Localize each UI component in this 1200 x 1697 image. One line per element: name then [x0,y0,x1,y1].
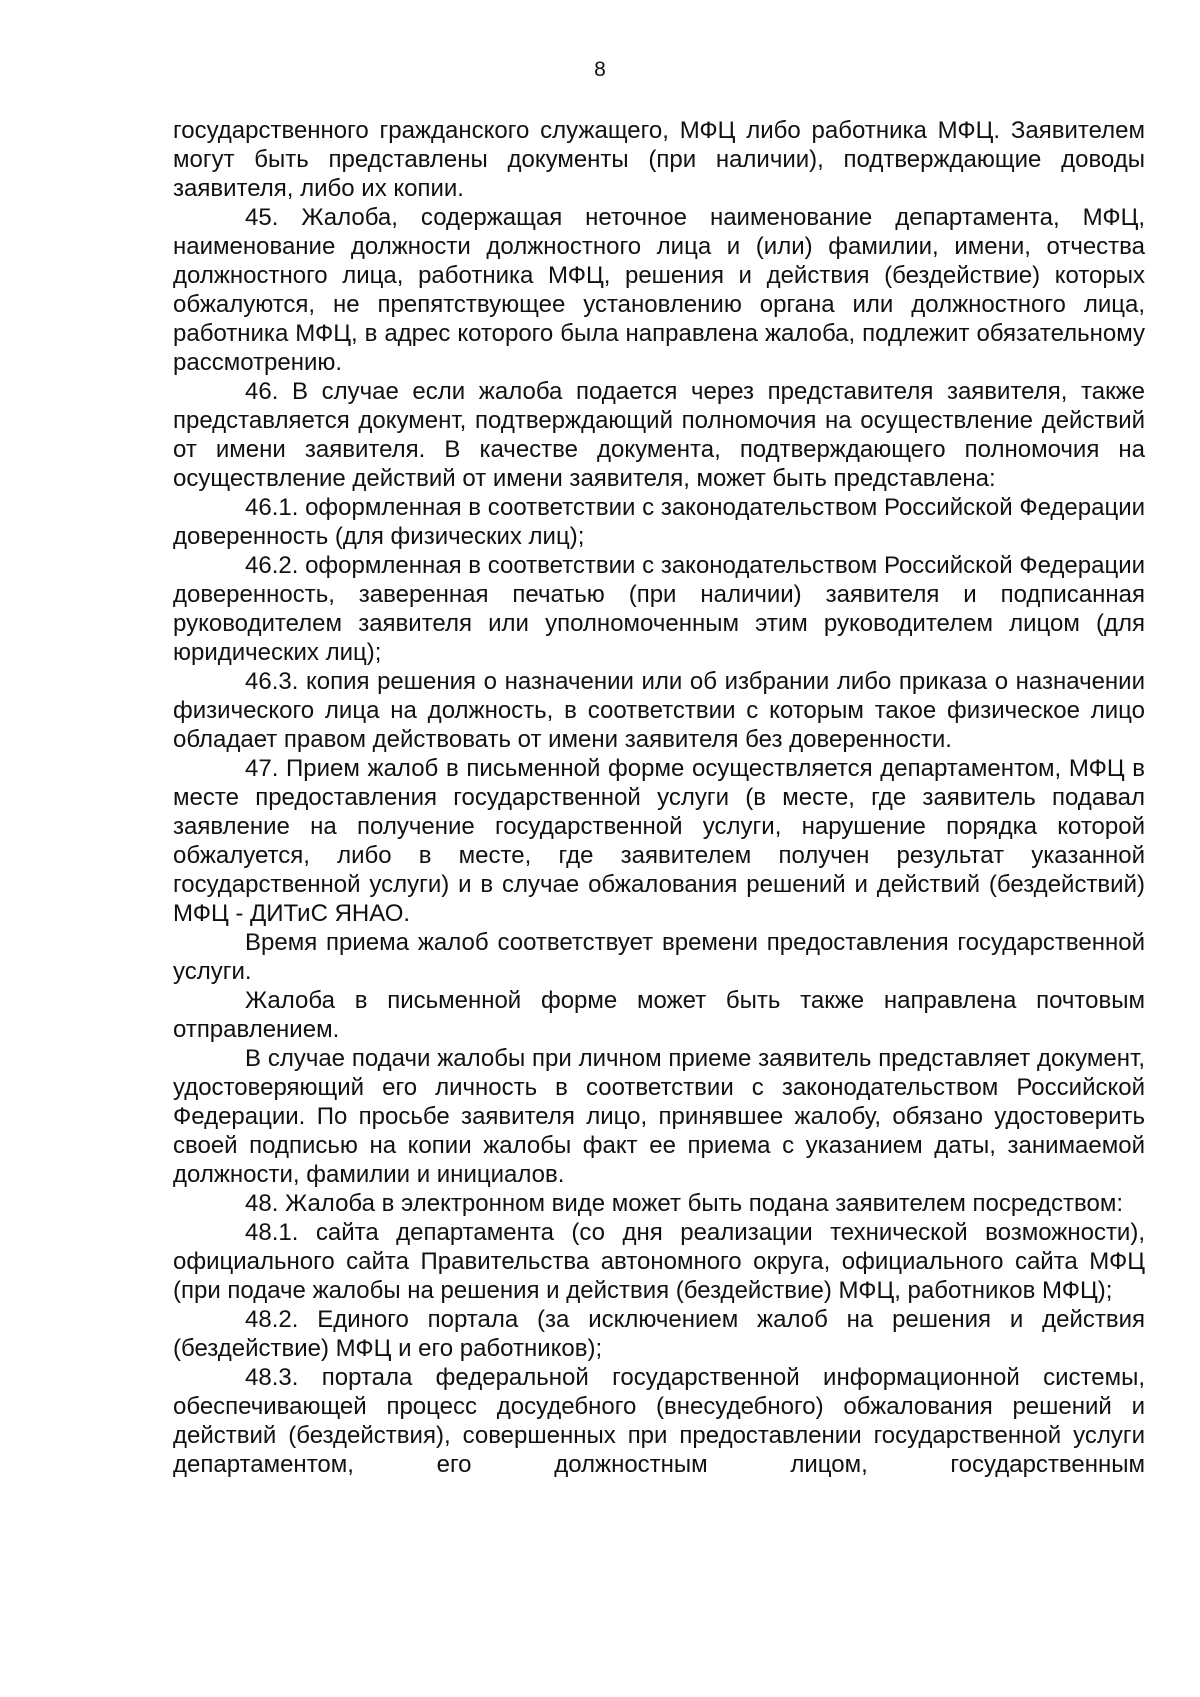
paragraph-48-2: 48.2. Единого портала (за исключением жалоб на решения и действия (бездействие) МФЦ и его работников); [173,1306,1145,1362]
paragraph-48: 48. Жалоба в электронном виде может быть подана заявителем посредством: [245,1190,1124,1217]
document-body [173,116,1145,1479]
paragraph-46-2: 46.2. оформленная в соответствии с законодательством Российской Федерации доверенность, заверенная печатью (при наличии) заявителя и подписанная руководителем заявителя или уполномоченным этим руководителем лицом (для юридических лиц); [173,552,1145,666]
paragraph-48-3: 48.3. портала федеральной государственной информационной системы, обеспечивающей процесс досудебного (внесудебного) обжалования решений и действий (бездействия), совершенных при предоставлении государственной услуги департаментом, его должностным лицом, государственным [173,1364,1145,1478]
paragraph-reception-time: Время приема жалоб соответствует времени предоставления государственной услуги. [173,929,1145,985]
paragraph-continuation: государственного гражданского служащего, МФЦ либо работника МФЦ. Заявителем могут быть представлены документы (при наличии), подтверждающие доводы заявителя, либо их копии. [173,117,1145,202]
paragraph-46: 46. В случае если жалоба подается через представителя заявителя, также представляется документ, подтверждающий полномочия на осуществление действий от имени заявителя. В качестве документа, подтверждающего полномочия на осуществление действий от имени заявителя, может быть представлена: [173,378,1145,492]
paragraph-46-1: 46.1. оформленная в соответствии с законодательством Российской Федерации доверенность (для физических лиц); [173,494,1145,550]
paragraph-47: 47. Прием жалоб в письменной форме осуществляется департаментом, МФЦ в месте предоставления государственной услуги (в месте, где заявитель подавал заявление на получение государственной услуги, нарушение порядка которой обжалуется, либо в месте, где заявителем получен результат указанной государственной услуги) и в случае обжалования решений и действий (бездействий) МФЦ - ДИТиС ЯНАО. [173,755,1145,927]
paragraph-46-3: 46.3. копия решения о назначении или об избрании либо приказа о назначении физического лица на должность, в соответствии с которым такое физическое лицо обладает правом действовать от имени заявителя без доверенности. [173,668,1145,753]
paragraph-personal-reception: В случае подачи жалобы при личном приеме заявитель представляет документ, удостоверяющий его личность в соответствии с законодательством Российской Федерации. По просьбе заявителя лицо, принявшее жалобу, обязано удостоверить своей подписью на копии жалобы факт ее приема с указанием даты, занимаемой должности, фамилии и инициалов. [173,1045,1145,1188]
paragraph-48-1: 48.1. сайта департамента (со дня реализации технической возможности), официального сайта Правительства автономного округа, официального сайта МФЦ (при подаче жалобы на решения и действия (бездействие) МФЦ, работников МФЦ); [173,1219,1145,1304]
paragraph-45: 45. Жалоба, содержащая неточное наименование департамента, МФЦ, наименование должности должностного лица и (или) фамилии, имени, отчества должностного лица, работника МФЦ, решения и действия (бездействие) которых обжалуются, не препятствующее установлению органа или должностного лица, работника МФЦ, в адрес которого была направлена жалоба, подлежит обязательному рассмотрению. [173,204,1145,376]
page-number: 8 [594,58,606,81]
paragraph-postal-submission: Жалоба в письменной форме может быть также направлена почтовым отправлением. [173,987,1145,1043]
